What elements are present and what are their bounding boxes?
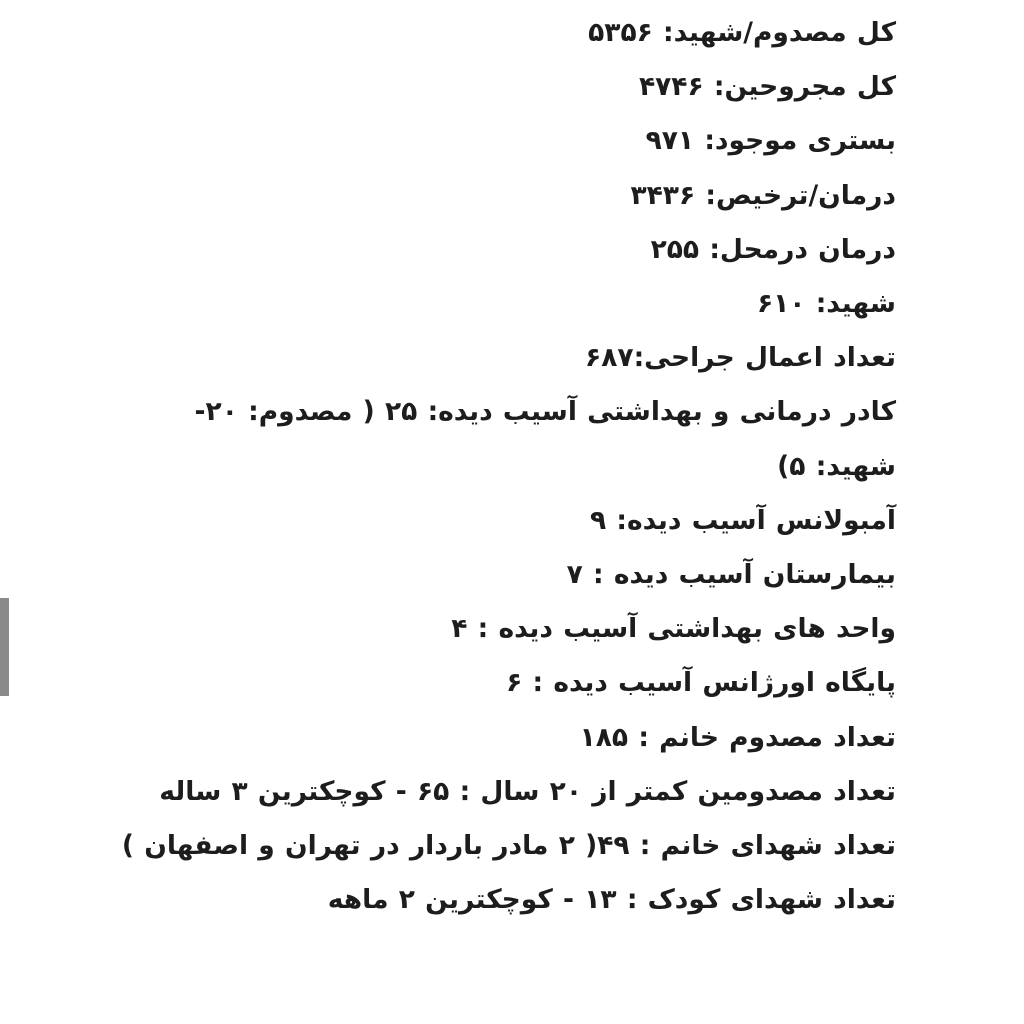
stat-line-total-casualties: کل مصدوم/شهید: ۵۳۵۶ <box>588 17 896 48</box>
stat-line-treated-discharged: درمان/ترخیص: ۳۴۳۶ <box>630 179 896 211</box>
stat-line-female-martyrs: تعداد شهدای خانم : ۴۹( ۲ مادر باردار در تهران و اصفهان ) <box>121 830 896 862</box>
stat-line-ambulances-damaged: آمبولانس آسیب دیده: ۹ <box>589 504 896 536</box>
stat-line-injured-under-20: تعداد مصدومین کمتر از ۲۰ سال : ۶۵ - کوچکترین ۳ ساله <box>159 775 896 807</box>
stat-line-surgeries: تعداد اعمال جراحی:۶۸۷ <box>585 342 896 374</box>
stat-line-treated-on-site: درمان درمحل: ۲۵۵ <box>650 233 896 265</box>
stat-line-emergency-bases-damaged: پایگاه اورژانس آسیب دیده : ۶ <box>506 667 896 699</box>
stat-line-medical-staff-affected: کادر درمانی و بهداشتی آسیب دیده: ۲۵ ( مصدوم: ۲۰- شهید: ۵) <box>194 396 896 482</box>
stat-line-child-martyrs: تعداد شهدای کودک : ۱۳ - کوچکترین ۲ ماهه <box>327 884 896 916</box>
scrollbar-thumb[interactable] <box>0 598 9 696</box>
stat-line-health-units-damaged: واحد های بهداشتی آسیب دیده : ۴ <box>451 613 896 645</box>
stat-line-martyrs: شهید: ۶۱۰ <box>756 288 896 320</box>
stat-line-total-injured: کل مجروحین: ۴۷۴۶ <box>638 71 896 103</box>
stat-line-hospitals-damaged: بیمارستان آسیب دیده : ۷ <box>566 559 896 591</box>
stat-line-currently-hospitalized: بستری موجود: ۹۷۱ <box>645 125 896 157</box>
stat-line-female-injured: تعداد مصدوم خانم : ۱۸۵ <box>579 721 896 753</box>
